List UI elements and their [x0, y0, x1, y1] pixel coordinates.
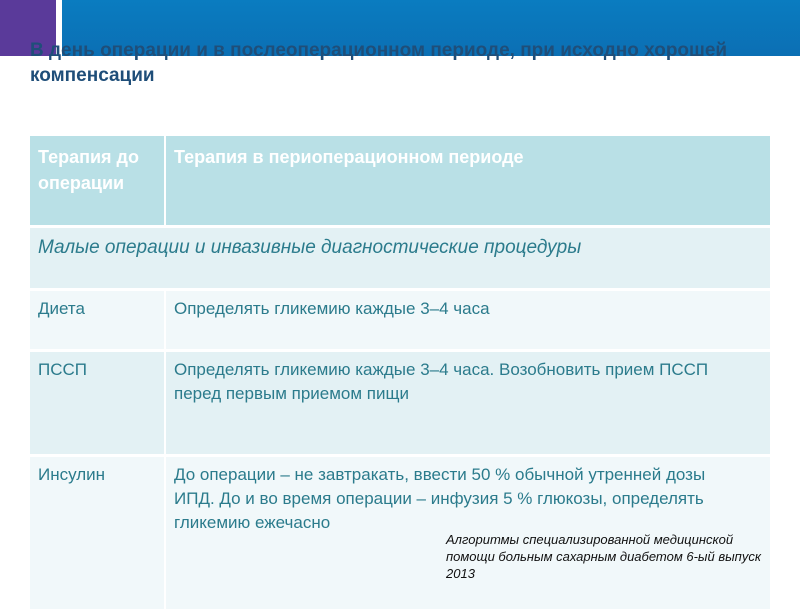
therapy-cell: Инсулин — [30, 454, 166, 609]
table-row — [30, 288, 770, 349]
recommendation-line: гликемию ежечасно — [174, 513, 331, 532]
table-section-row — [30, 225, 770, 288]
header-periop-therapy: Терапия в периоперационном периоде — [166, 136, 770, 225]
recommendation-line: До операции – не завтракать, ввести 50 % обычной утренней дозы — [174, 465, 706, 484]
source-citation: Алгоритмы специализированной медицинской помощи больным сахарным диабетом 6-ый выпуск 2013 — [446, 532, 761, 581]
table-row — [30, 349, 770, 454]
slide-title: В день операции и в послеоперационном периоде, при исходно хорошей компенсации — [30, 40, 728, 86]
therapy-cell: ПССП — [30, 349, 166, 454]
table-header-row — [30, 136, 770, 225]
recommendation-line: ИПД. До и во время операции – инфузия 5 % глюкозы, определять — [174, 489, 704, 508]
recommendation-line: перед первым приемом пищи — [174, 384, 409, 403]
header-preop-therapy: Терапия до операции — [30, 136, 166, 225]
recommendation-cell — [166, 349, 770, 454]
recommendation-cell — [166, 288, 770, 349]
recommendation-line: Определять гликемию каждые 3–4 часа. Возобновить прием ПССП — [174, 360, 709, 379]
section-title: Малые операции и инвазивные диагностические процедуры — [30, 225, 770, 288]
therapy-cell: Диета — [30, 288, 166, 349]
recommendation-line: Определять гликемию каждые 3–4 часа — [174, 299, 490, 318]
